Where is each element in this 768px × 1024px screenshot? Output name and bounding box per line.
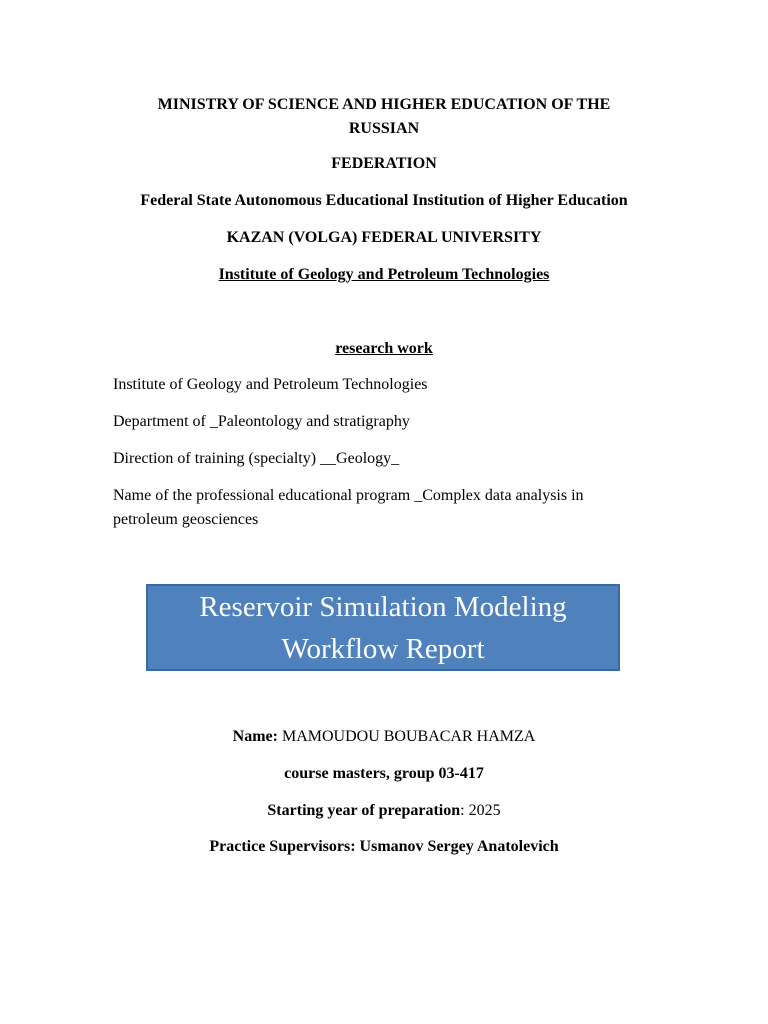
report-title-line-2: Workflow Report [281, 632, 485, 665]
detail-department: Department of _Paleontology and stratigraphy [113, 413, 410, 430]
ministry-heading [100, 93, 668, 141]
report-title-line-1: Reservoir Simulation Modeling [199, 590, 567, 623]
program-line-1: Name of the professional educational program _Complex data analysis in [113, 487, 584, 504]
start-year-label: Starting year of preparation [267, 802, 461, 819]
course-info: course masters, group 03-417 [284, 765, 484, 782]
detail-direction: Direction of training (specialty) __Geology_ [113, 450, 400, 467]
name-label: Name: [232, 728, 278, 745]
detail-institute: Institute of Geology and Petroleum Technologies [113, 376, 428, 393]
supervisor-label: Practice Supervisors [209, 838, 351, 855]
institute-heading: Institute of Geology and Petroleum Technologies [218, 266, 550, 283]
university-name: KAZAN (VOLGA) FEDERAL UNIVERSITY [226, 229, 542, 246]
report-title-box [146, 584, 620, 671]
supervisor-value: : Usmanov Sergey Anatolevich [350, 838, 559, 855]
student-name [100, 725, 668, 749]
start-year [100, 799, 668, 823]
ministry-line-1: MINISTRY OF SCIENCE AND HIGHER EDUCATION OF THE [157, 96, 611, 113]
start-year-value: : 2025 [460, 802, 501, 819]
ministry-line-3: FEDERATION [331, 155, 437, 172]
supervisors [100, 835, 668, 859]
program-line-2: petroleum geosciences [113, 511, 259, 528]
work-type: research work [335, 340, 433, 357]
institution-type: Federal State Autonomous Educational Institution of Higher Education [140, 192, 628, 209]
name-value: MAMOUDOU BOUBACAR HAMZA [277, 728, 536, 745]
ministry-line-2: RUSSIAN [348, 120, 420, 137]
detail-program [113, 484, 673, 532]
